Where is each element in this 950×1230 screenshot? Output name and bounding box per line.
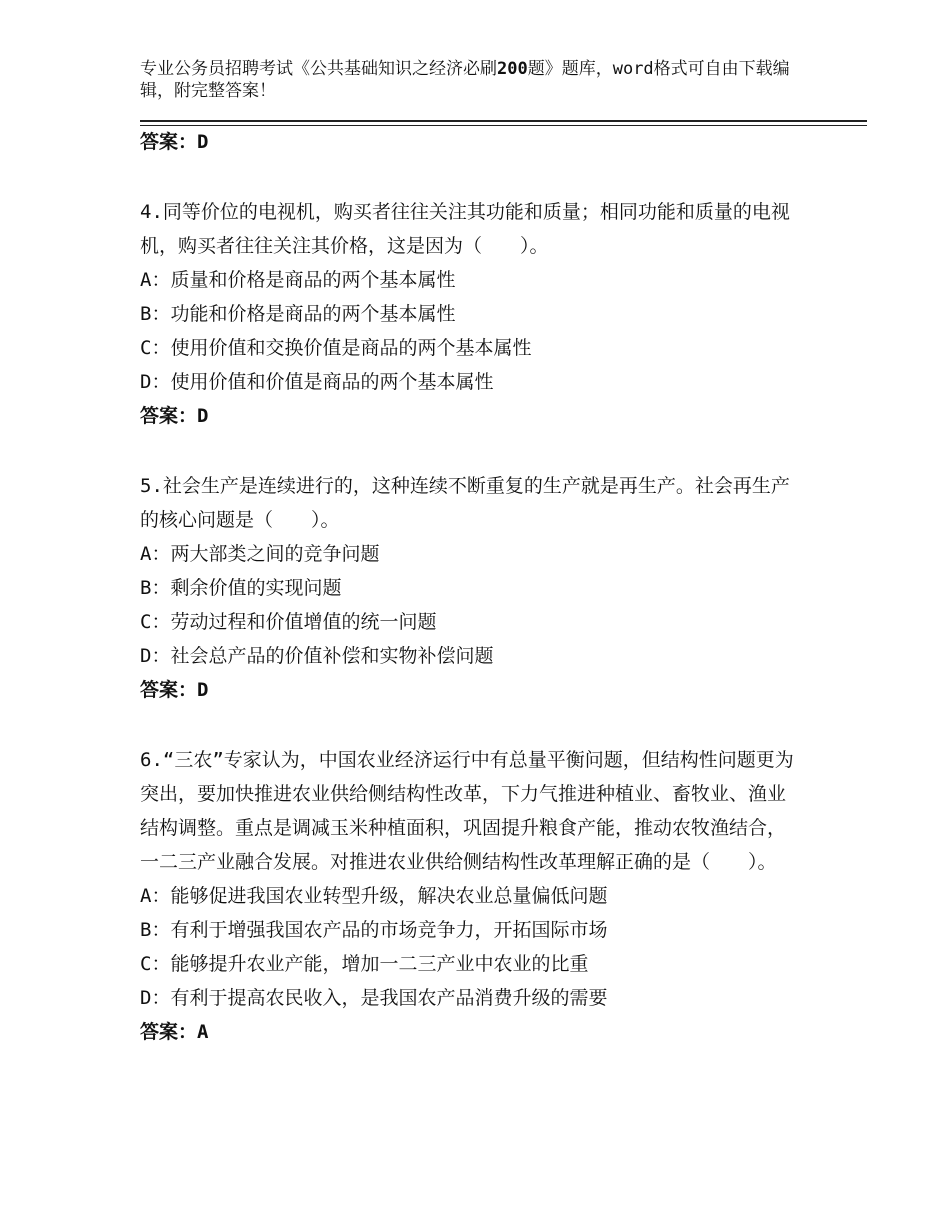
option-c: C：劳动过程和价值增值的统一问题 — [140, 611, 437, 633]
question-stem: 5.社会生产是连续进行的，这种连续不断重复的生产就是再生产。社会再生产的核心问题是（ ）。 — [140, 475, 790, 531]
option-b: B：有利于增强我国农产品的市场竞争力，开拓国际市场 — [140, 919, 608, 941]
option-b: B：功能和价格是商品的两个基本属性 — [140, 303, 456, 325]
header-text-before: 专业公务员招聘考试《公共基础知识之经济必刷 — [140, 59, 497, 79]
answer-line: 答案：D — [140, 405, 209, 427]
answer-line-previous: 答案：D — [140, 131, 209, 153]
option-d: D：使用价值和价值是商品的两个基本属性 — [140, 371, 494, 393]
option-d: D：社会总产品的价值补偿和实物补偿问题 — [140, 645, 494, 667]
option-c: C：使用价值和交换价值是商品的两个基本属性 — [140, 337, 532, 359]
question-list — [140, 125, 800, 1049]
document-header — [140, 58, 820, 102]
option-a: A：能够促进我国农业转型升级，解决农业总量偏低问题 — [140, 885, 608, 907]
question-stem: 4.同等价位的电视机，购买者往往关注其功能和质量；相同功能和质量的电视机，购买者往往关注其价格，这是因为（ ）。 — [140, 201, 790, 257]
answer-line: 答案：A — [140, 1021, 209, 1043]
answer-line: 答案：D — [140, 679, 209, 701]
option-a: A：两大部类之间的竞争问题 — [140, 543, 380, 565]
header-bold-number: 200 — [497, 59, 528, 79]
option-d: D：有利于提高农民收入，是我国农产品消费升级的需要 — [140, 987, 608, 1009]
header-rule-thick — [140, 120, 867, 122]
question-5 — [140, 469, 800, 707]
question-6 — [140, 743, 800, 1049]
option-c: C：能够提升农业产能，增加一二三产业中农业的比重 — [140, 953, 589, 975]
header-text-after: 题》题库，word格式可自由下载编辑，附完整答案！ — [140, 59, 790, 101]
question-stem: 6.“三农”专家认为，中国农业经济运行中有总量平衡问题，但结构性问题更为突出，要加快推进农业供给侧结构性改革，下力气推进种植业、畜牧业、渔业结构调整。重点是调减玉米种植面积，巩固提升粮食产能，推动农牧渔结合，一二三产业融合发展。对推进农业供给侧结构性改革理解正确的是（ ）。 — [140, 749, 794, 873]
option-a: A：质量和价格是商品的两个基本属性 — [140, 269, 456, 291]
option-b: B：剩余价值的实现问题 — [140, 577, 342, 599]
question-4 — [140, 195, 800, 433]
